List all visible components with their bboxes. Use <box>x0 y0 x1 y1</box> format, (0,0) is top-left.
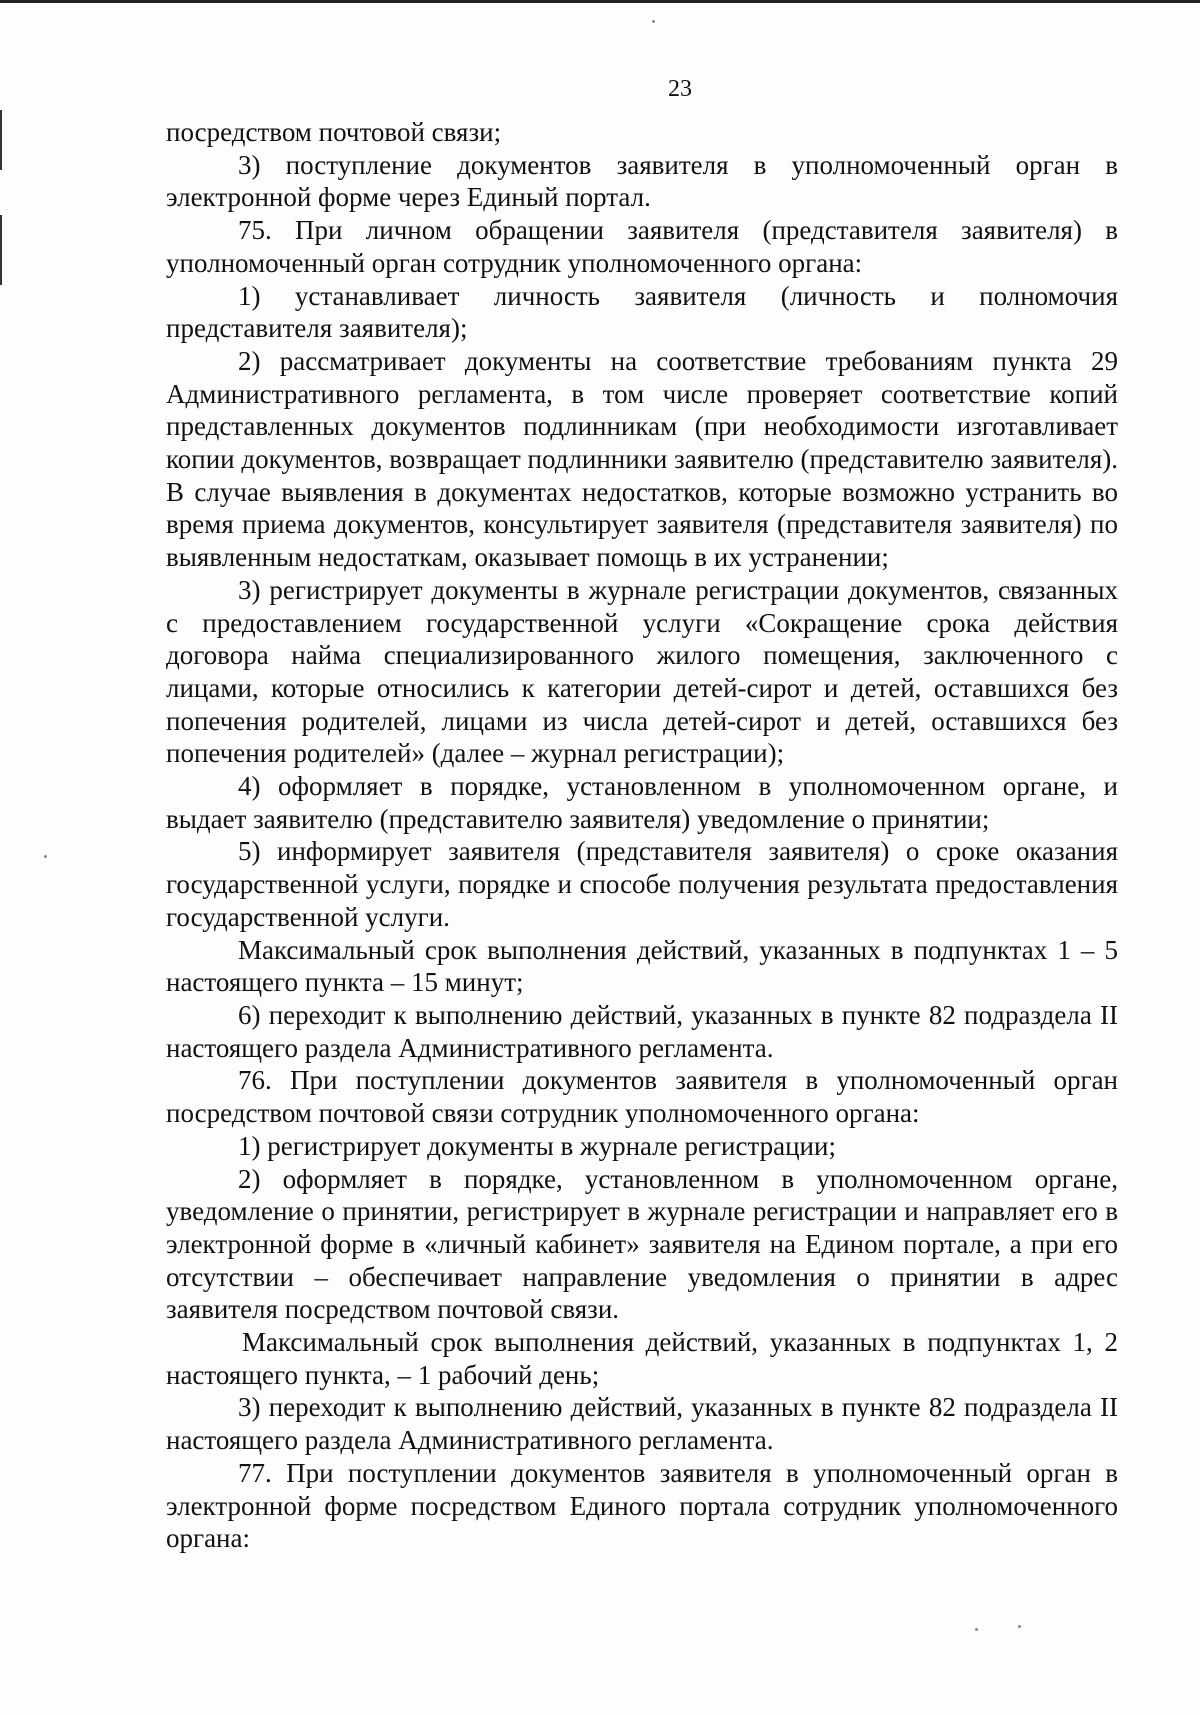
scan-speck <box>652 20 655 23</box>
scan-speck <box>44 855 47 858</box>
paragraph: 4) оформляет в порядке, установленном в уполномоченном органе, и выдает заявителю (представителю заявителя) уведомление о принятии; <box>166 771 1118 834</box>
paragraph: 77. При поступлении документов заявителя в уполномоченный орган в электронной форме посредством Единого портала сотрудник уполномоченного органа: <box>166 1457 1118 1554</box>
paragraph: посредством почтовой связи; <box>166 117 502 147</box>
document-body <box>166 116 1118 1555</box>
scan-edge-top <box>0 0 1200 3</box>
scan-speck <box>1018 1625 1021 1628</box>
paragraph: 2) рассматривает документы на соответствие требованиям пункта 29 Административного регламента, в том числе проверяет соответствие копий представленных документов подлинникам (при необходимости изготавливает копии документов, возвращает подлинники заявителю (представителю заявителя). В случае выявления в документах недостатков, которые возможно устранить во время приема документов, консультирует заявителя (представителя заявителя) по выявленным недостаткам, оказывает помощь в их устранении; <box>166 345 1118 573</box>
paragraph: 3) поступление документов заявителя в уполномоченный орган в электронной форме через Единый портал. <box>166 149 1118 213</box>
paragraph: 2) оформляет в порядке, установленном в уполномоченном органе, уведомление о принятии, регистрирует в журнале регистрации и направляет его в электронной форме в «личный кабинет» заявителя на Едином портале, а при его отсутствии – обеспечивает направление уведомления о принятии в адрес заявителя посредством почтовой связи. <box>166 1163 1118 1325</box>
scan-speck <box>975 1628 978 1631</box>
paragraph: 3) регистрирует документы в журнале регистрации документов, связанных с предоставлением государственной услуги «Сокращение срока действия договора найма специализированного жилого помещения, заключенного с лицами, которые относились к категории детей-сирот и детей, оставшихся без попечения родителей, лицами из числа детей-сирот и детей, оставшихся без попечения родителей» (далее – журнал регистрации); <box>166 574 1118 769</box>
paragraph: 3) переходит к выполнению действий, указанных в пункте 82 подраздела II настоящего раздела Административного регламента. <box>166 1392 1118 1456</box>
scan-edge-left <box>0 110 2 170</box>
paragraph: Максимальный срок выполнения действий, указанных в подпунктах 1, 2 настоящего пункта, – 1 рабочий день; <box>166 1327 1118 1390</box>
page-number: 23 <box>668 76 692 102</box>
paragraph: 6) переходит к выполнению действий, указанных в пункте 82 подраздела II настоящего раздела Административного регламента. <box>166 999 1118 1063</box>
paragraph: Максимальный срок выполнения действий, указанных в подпунктах 1 – 5 настоящего пункта – 15 минут; <box>166 934 1118 998</box>
paragraph: 75. При личном обращении заявителя (представителя заявителя) в уполномоченный орган сотрудник уполномоченного органа: <box>166 215 1118 278</box>
scan-edge-left <box>0 215 2 285</box>
paragraph: 5) информирует заявителя (представителя заявителя) о сроке оказания государственной услуги, порядке и способе получения результата предоставления государственной услуги. <box>166 836 1118 932</box>
paragraph: 1) регистрирует документы в журнале регистрации; <box>238 1130 836 1161</box>
paragraph: 76. При поступлении документов заявителя в уполномоченный орган посредством почтовой связи сотрудник уполномоченного органа: <box>166 1065 1118 1129</box>
paragraph: 1) устанавливает личность заявителя (личность и полномочия представителя заявителя); <box>166 280 1118 344</box>
